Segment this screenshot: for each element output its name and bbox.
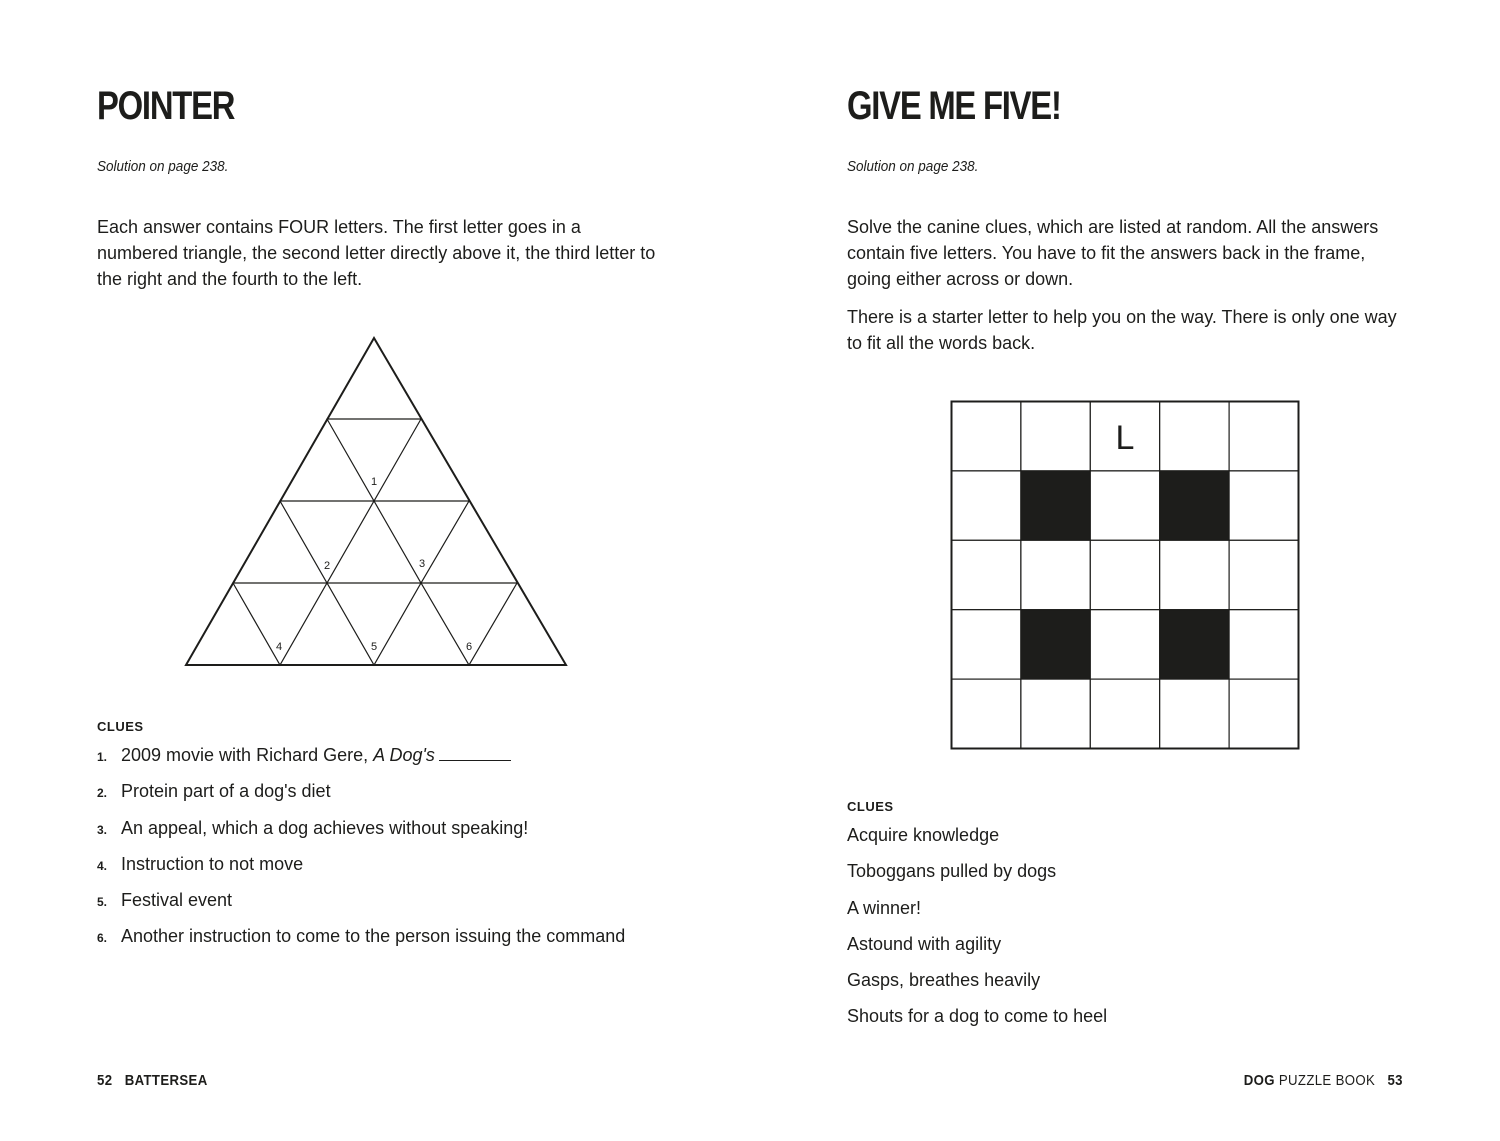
clue-item: Acquire knowledge [847, 825, 1000, 845]
black-cell [1021, 610, 1090, 679]
clue-number: 3. [97, 822, 108, 837]
black-cell [1160, 471, 1229, 540]
right-page [847, 0, 1407, 1141]
solution-note-right: Solution on page 238. [847, 158, 979, 175]
grid-line [327, 419, 421, 501]
intro-right [847, 214, 1407, 368]
triangle-number-4: 4 [275, 641, 283, 653]
grid-cell [1160, 402, 1229, 471]
clue-item [97, 816, 637, 840]
pointer-triangle-puzzle [183, 335, 569, 669]
clue-item [97, 852, 637, 876]
clue-text: Another instruction to come to the person issuing the command [121, 926, 626, 947]
grid-cell [1090, 679, 1159, 748]
grid-cell [1229, 679, 1298, 748]
clue-item: A winner! [847, 897, 922, 918]
footer-right [1244, 1072, 1403, 1089]
intro-right-paragraph-2: There is a starter letter to help you on the way. There is only one way to fit all the words back. [847, 307, 1397, 353]
black-cell [1021, 471, 1090, 540]
grid-cell [952, 471, 1021, 540]
page-number-left: 52 [97, 1072, 113, 1089]
clue-text: Protein part of a dog's diet [121, 781, 331, 802]
page-title-give-me-five: GIVE ME FIVE! [847, 84, 1061, 128]
clue-text: Festival event [121, 890, 233, 911]
intro-left-text: Each answer contains FOUR letters. The first letter goes in a numbered triangle, the second letter directly above it, the third letter to the right and the fourth to the left. [97, 217, 656, 289]
grid-cell [1229, 402, 1298, 471]
clue-item: Astound with agility [847, 933, 1002, 954]
clue-number: 1. [97, 750, 108, 764]
black-cell [1160, 610, 1229, 679]
grid-cell [952, 679, 1021, 748]
triangle-number-5: 5 [370, 641, 378, 653]
clue-list-left [97, 743, 637, 961]
clue-item: Toboggans pulled by dogs [847, 861, 1057, 882]
clues-heading-right: CLUES [847, 799, 894, 814]
footer-label-bold: DOG [1243, 1072, 1275, 1089]
grid-cell [1090, 610, 1159, 679]
pointer-triangle-svg [183, 335, 569, 669]
triangle-number-1: 1 [370, 476, 378, 488]
clue-text: An appeal, which a dog achieves without speaking! [121, 817, 529, 838]
grid-cell [1229, 540, 1298, 609]
clue-text: 2009 movie with Richard Gere, [121, 745, 374, 765]
grid-cell [952, 540, 1021, 609]
clue-item [97, 779, 637, 803]
clue-number: 2. [97, 786, 108, 801]
grid-cell [1021, 540, 1090, 609]
clues-heading-left: CLUES [97, 719, 144, 734]
clue-italic-text: A Dog's [373, 745, 435, 765]
clue-number: 4. [97, 858, 108, 873]
grid-cell [1160, 540, 1229, 609]
grid-cell [1160, 679, 1229, 748]
grid-cell [1229, 471, 1298, 540]
intro-right-paragraph-1: Solve the canine clues, which are listed at random. All the answers contain five letters. You have to fit the answers back in the frame, going either across or down. [847, 217, 1379, 289]
starter-letter: L [1115, 419, 1135, 458]
clue-item [97, 888, 637, 912]
grid-cell [1229, 610, 1298, 679]
clue-text: Instruction to not move [121, 853, 304, 874]
clue-item [97, 743, 637, 767]
page-title-pointer: POINTER [97, 84, 235, 128]
footer-label-rest: PUZZLE BOOK [1278, 1072, 1376, 1089]
crossword-grid-svg [950, 400, 1300, 750]
crossword-grid [950, 400, 1300, 750]
footer-book-label-left: BATTERSEA [124, 1072, 208, 1089]
clue-number: 5. [97, 895, 108, 910]
clue-list-right [847, 823, 1387, 1041]
grid-cell [1021, 402, 1090, 471]
grid-cell [1090, 471, 1159, 540]
clue-number: 6. [97, 931, 108, 946]
triangle-number-6: 6 [465, 641, 473, 653]
grid-cell [1021, 679, 1090, 748]
footer-left [97, 1072, 208, 1089]
left-page [97, 0, 657, 1141]
clue-item: Gasps, breathes heavily [847, 970, 1041, 991]
answer-blank-line [439, 746, 511, 761]
page-number-right: 53 [1387, 1072, 1403, 1089]
grid-cell [952, 610, 1021, 679]
triangle-number-3: 3 [418, 558, 426, 570]
solution-note-left: Solution on page 238. [97, 158, 229, 175]
triangle-number-2: 2 [323, 560, 331, 572]
clue-item [97, 924, 637, 948]
grid-line [280, 501, 469, 583]
clue-item: Shouts for a dog to come to heel [847, 1006, 1108, 1027]
grid-cell [952, 402, 1021, 471]
grid-cell [1090, 540, 1159, 609]
intro-left [97, 214, 657, 304]
